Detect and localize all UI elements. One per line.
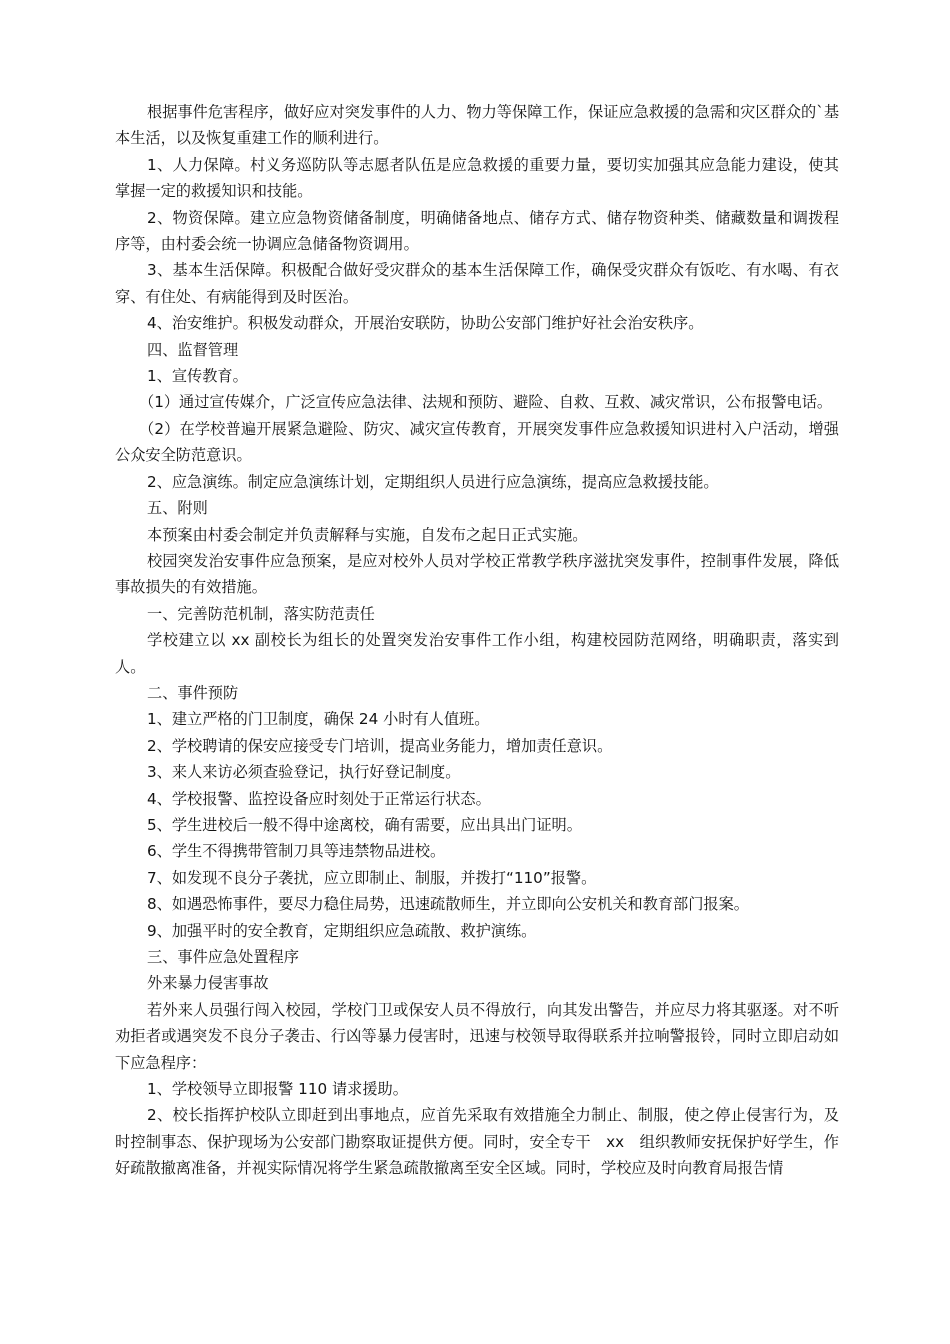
list-item: 3、来人来访必须查验登记，执行好登记制度。 <box>147 763 461 782</box>
paragraph: 4、治安维护。积极发动群众，开展治安联防，协助公安部门维护好社会治安秩序。 <box>147 314 704 333</box>
paragraph: 1、人力保障。村义务巡防队等志愿者队伍是应急救援的重要力量，要切实加强其应急能力建设，使其掌握一定的救援知识和技能。 <box>115 155 839 201</box>
paragraph: （2）在学校普遍开展紧急避险、防灾、减灾宣传教育，开展突发事件应急救援知识进村入户活动，增强公众安全防范意识。 <box>115 419 839 465</box>
list-item: 9、加强平时的安全教育，定期组织应急疏散、救护演练。 <box>147 921 537 940</box>
paragraph: 2、应急演练。制定应急演练计划，定期组织人员进行应急演练，提高应急救援技能。 <box>147 472 719 491</box>
paragraph: 根据事件危害程序，做好应对突发事件的人力、物力等保障工作，保证应急救援的急需和灾区群众的`基本生活，以及恢复重建工作的顺利进行。 <box>115 103 839 148</box>
list-item: 6、学生不得携带管制刀具等违禁物品进校。 <box>147 842 446 861</box>
paragraph: 2、物资保障。建立应急物资储备制度，明确储备地点、储存方式、储存物资种类、储藏数量和调拨程序等，由村委会统一协调应急储备物资调用。 <box>115 208 839 254</box>
document-page <box>115 99 839 1182</box>
paragraph: 2、校长指挥护校队立即赶到出事地点，应首先采取有效措施全力制止、制服，使之停止侵害行为，及时控制事态、保护现场为公安部门勘察取证提供方便。同时，安全专干 xx 组织教师安抚保护好学生，作好疏散撤离准备，并视实际情况将学生紧急疏散撤离至安全区域。同时，学校应及时向教育局报告情 <box>115 1106 839 1178</box>
list-item: 7、如发现不良分子袭扰，应立即制止、制服，并拨打“110”报警。 <box>147 868 597 887</box>
section-heading: 二、事件预防 <box>147 683 239 702</box>
subsection-heading: 外来暴力侵害事故 <box>147 974 269 993</box>
list-item: 4、学校报警、监控设备应时刻处于正常运行状态。 <box>147 789 491 808</box>
section-heading: 三、事件应急处置程序 <box>147 948 299 966</box>
paragraph: 3、基本生活保障。积极配合做好受灾群众的基本生活保障工作，确保受灾群众有饭吃、有水喝、有衣穿、有住处、有病能得到及时医治。 <box>115 261 839 306</box>
list-item: 5、学生进校后一般不得中途离校，确有需要，应出具出门证明。 <box>147 815 582 834</box>
subsection-heading: 1、宣传教育。 <box>147 367 248 386</box>
list-item: 1、学校领导立即报警 110 请求援助。 <box>147 1080 408 1099</box>
list-item: 1、建立严格的门卫制度，确保 24 小时有人值班。 <box>147 710 490 729</box>
list-item: 2、学校聘请的保安应接受专门培训，提高业务能力，增加责任意识。 <box>147 736 613 755</box>
paragraph: 学校建立以 xx 副校长为组长的处置突发治安事件工作小组，构建校园防范网络，明确职责，落实到人。 <box>115 631 839 676</box>
paragraph: 校园突发治安事件应急预案，是应对校外人员对学校正常教学秩序滋扰突发事件，控制事件发展，降低事故损失的有效措施。 <box>115 551 839 597</box>
section-heading: 四、监督管理 <box>147 340 239 359</box>
paragraph: 若外来人员强行闯入校园，学校门卫或保安人员不得放行，向其发出警告，并应尽力将其驱逐。对不听劝拒者或遇突发不良分子袭击、行凶等暴力侵害时，迅速与校领导取得联系并拉响警报铃，同时立即启动如下应急程序： <box>115 1000 839 1072</box>
section-heading: 一、完善防范机制，落实防范责任 <box>147 604 375 623</box>
section-heading: 五、附则 <box>147 499 208 518</box>
list-item: 8、如遇恐怖事件，要尽力稳住局势，迅速疏散师生，并立即向公安机关和教育部门报案。 <box>147 895 749 914</box>
paragraph: （1）通过宣传媒介，广泛宣传应急法律、法规和预防、避险、自救、互救、减灾常识，公布报警电话。 <box>139 393 833 412</box>
paragraph: 本预案由村委会制定并负责解释与实施，自发布之起日正式实施。 <box>147 525 588 544</box>
